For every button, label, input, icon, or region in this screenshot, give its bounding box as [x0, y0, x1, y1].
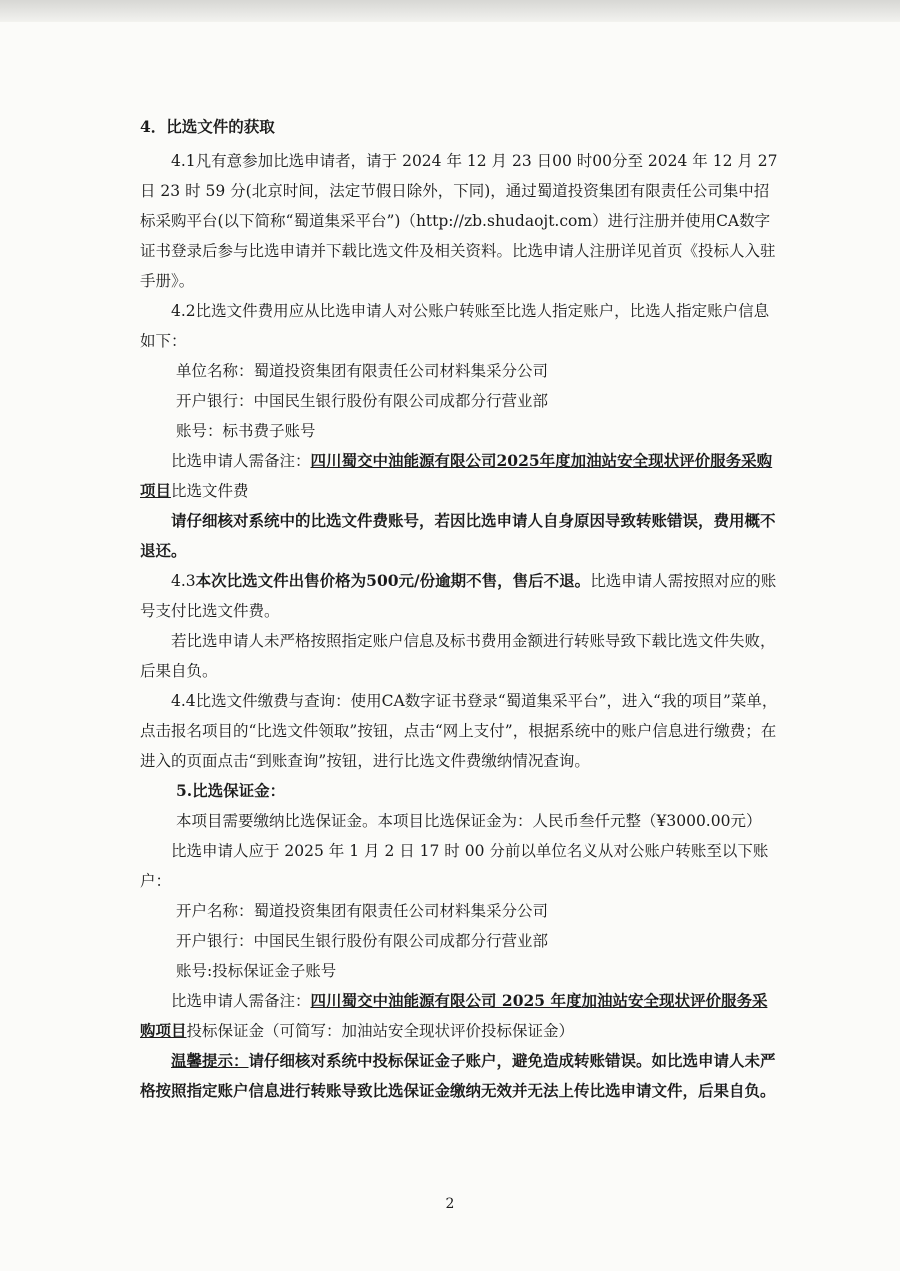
- paragraph-4-1: 4.1凡有意参加比选申请者，请于 2024 年 12 月 23 日00 时00分至 2024 年 12 月 27 日 23 时 59 分(北京时间，法定节假日除外，下同)，通过蜀道投资集团有限责任公司集中招标采购平台(以下简称“蜀道集采平台”)（http://zb.shudaojt.com）进行注册并使用CA数字证书登录后参与比选申请并下载比选文件及相关资料。比选申请人注册详见首页《投标人入驻手册》。: [140, 152, 778, 290]
- bond-warning-label: 温馨提示：: [171, 1051, 249, 1070]
- section-4-heading: 4．比选文件的获取: [140, 117, 275, 136]
- p43-rest: 比选申请人需按照对应的账号支付比选文件费。: [140, 572, 777, 620]
- bond-remark: [140, 986, 780, 1046]
- bond-deadline: 比选申请人应于 2025 年 1 月 2 日 17 时 00 分前以单位名义从对公账户转账至以下账户：: [140, 842, 769, 890]
- bond-remark-project: 四川蜀交中油能源有限公司 2025 年度加油站安全现状评价服务采购项目: [140, 991, 768, 1040]
- p43-prefix: 4.3: [171, 572, 196, 590]
- p43-bold: 本次比选文件出售价格为500元/份逾期不售，售后不退。: [195, 571, 591, 590]
- fee-warning-text: 请仔细核对系统中的比选文件费账号，若因比选申请人自身原因导致转账错误，费用概不退还。: [140, 511, 776, 560]
- bond-remark-suffix: 投标保证金（可简写：加油站安全现状评价投标保证金）: [186, 1022, 575, 1040]
- fee-account: 账号：标书费子账号: [176, 422, 316, 440]
- paragraph-4-3-b: 若比选申请人未严格按照指定账户信息及标书费用金额进行转账导致下载比选文件失败，后果自负。: [140, 632, 776, 680]
- bond-warning: [140, 1046, 780, 1106]
- bond-amount: 本项目需要缴纳比选保证金。本项目比选保证金为：人民币叁仟元整（¥3000.00元）: [176, 812, 762, 830]
- document-body: [140, 112, 780, 1106]
- fee-unit-name: 单位名称：蜀道投资集团有限责任公司材料集采分公司: [176, 362, 549, 380]
- paragraph-4-4: 4.4比选文件缴费与查询：使用CA数字证书登录“蜀道集采平台”，进入“我的项目”菜单，点击报名项目的“比选文件领取”按钮，点击“网上支付”，根据系统中的账户信息进行缴费；在进入的页面点击“到账查询”按钮，进行比选文件费缴纳情况查询。: [140, 692, 778, 770]
- fee-bank: 开户银行：中国民生银行股份有限公司成都分行营业部: [176, 392, 549, 410]
- section-5-heading: 5.比选保证金：: [176, 781, 286, 800]
- fee-remark-project: 四川蜀交中油能源有限公司2025年度加油站安全现状评价服务采购项目: [140, 451, 773, 500]
- paragraph-4-3: [140, 566, 780, 626]
- bond-unit-name: 开户名称：蜀道投资集团有限责任公司材料集采分公司: [176, 902, 549, 920]
- page-number: 2: [445, 1196, 455, 1212]
- fee-remark-suffix: 比选文件费: [171, 482, 249, 500]
- scan-edge: [0, 0, 900, 22]
- fee-warning: [140, 506, 780, 566]
- bond-bank: 开户银行：中国民生银行股份有限公司成都分行营业部: [176, 932, 549, 950]
- paragraph-4-2: 4.2比选文件费用应从比选申请人对公账户转账至比选人指定账户，比选人指定账户信息如下：: [140, 302, 770, 350]
- bond-account: 账号:投标保证金子账号: [176, 962, 337, 980]
- fee-remark: [140, 446, 780, 506]
- bond-remark-label: 比选申请人需备注：: [171, 992, 311, 1010]
- bond-warning-text: 请仔细核对系统中投标保证金子账户，避免造成转账错误。如比选申请人未严格按照指定账户信息进行转账导致比选保证金缴纳无效并无法上传比选申请文件，后果自负。: [140, 1051, 776, 1100]
- fee-remark-label: 比选申请人需备注：: [171, 452, 311, 470]
